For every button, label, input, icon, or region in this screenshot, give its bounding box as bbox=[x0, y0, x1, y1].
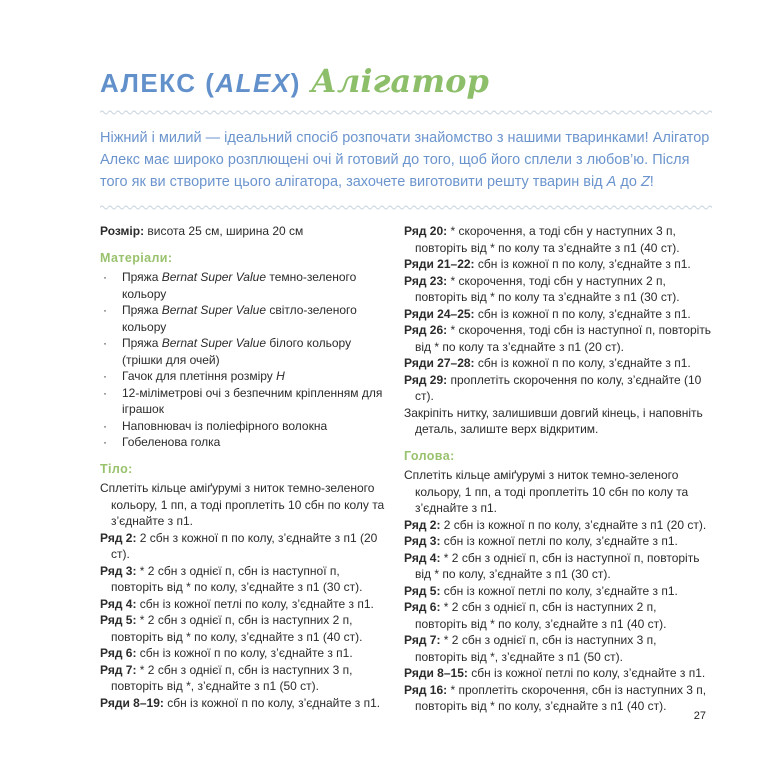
row-label: Ряд 5: bbox=[404, 583, 441, 598]
row-label: Ряд 3: bbox=[404, 534, 441, 548]
instruction-row bbox=[100, 480, 388, 530]
row-label: Ряди 21–22: bbox=[404, 257, 475, 271]
row-label: Ряд 2: bbox=[404, 517, 441, 532]
bullet-marker: · bbox=[103, 336, 107, 350]
instruction-row bbox=[404, 405, 712, 438]
list-item bbox=[100, 335, 388, 368]
row-text: Сплетіть кільце аміґурумі з ниток темно-зеленого кольору, 1 пп, а тоді проплетіть 10 сбн по колу та з’єднайте з п1. bbox=[404, 468, 689, 515]
bullet-marker: · bbox=[103, 303, 107, 317]
list-item bbox=[100, 269, 388, 302]
item-brand: H bbox=[276, 369, 285, 383]
instruction-row bbox=[100, 530, 388, 563]
row-text: сбн із кожної п по колу, з’єднайте з п1. bbox=[136, 646, 353, 660]
item-text: 12-міліметрові очі з безпечним кріпленням для іграшок bbox=[122, 385, 383, 416]
intro-letter-z: Z bbox=[640, 174, 650, 190]
title-paren-close: ) bbox=[290, 68, 301, 98]
instruction-row bbox=[100, 563, 388, 596]
head-section-heading: Голова: bbox=[404, 448, 455, 463]
intro-part1: Ніжний і милий — ідеальний спосіб розпочати знайомство з нашими тваринками! Алігатор Алекс має широко розплющені очі й готовий до того, щоб його сплели з любов’ю. Після того як ви створите цього алігатора, захочете виготовити решту тварин від bbox=[100, 130, 710, 190]
instruction-row bbox=[404, 467, 712, 517]
item-brand: Bernat Super Value bbox=[161, 336, 266, 350]
item-text-post: темно-зеленого кольору bbox=[122, 270, 357, 301]
instruction-row bbox=[404, 355, 712, 372]
row-text: сбн із кожної п по колу, з’єднайте з п1. bbox=[163, 695, 381, 710]
row-text: Сплетіть кільце аміґурумі з ниток темно-зеленого кольору, 1 пп, а тоді проплетіть 10 сбн по колу та з’єднайте з п1. bbox=[100, 481, 385, 528]
row-label: Ряд 6: bbox=[100, 646, 137, 660]
instruction-row bbox=[404, 665, 712, 682]
row-label: Ряд 6: bbox=[404, 600, 441, 614]
row-text: сбн із кожної п по колу, з’єднайте з п1. bbox=[474, 356, 691, 370]
intro-part2: до bbox=[616, 174, 641, 190]
page-content bbox=[100, 62, 712, 715]
item-text-post: світло-зеленого кольору bbox=[122, 303, 357, 334]
row-label: Ряди 8–15: bbox=[404, 666, 468, 680]
row-text: * 2 сбн з однієї п, сбн із наступних 2 п, повторіть від * по колу, з’єднайте з п1 (40 ст). bbox=[415, 600, 667, 631]
row-label: Ряд 2: bbox=[100, 530, 137, 545]
list-item bbox=[100, 368, 388, 385]
bullet-marker: · bbox=[103, 369, 107, 383]
materials-list bbox=[100, 269, 388, 451]
left-column bbox=[100, 223, 388, 715]
row-text: 2 сбн із кожної п по колу, з’єднайте з п1 (20 ст). bbox=[440, 517, 707, 532]
instruction-row bbox=[404, 223, 712, 256]
instruction-row bbox=[404, 322, 712, 355]
instruction-row bbox=[404, 682, 712, 715]
list-item bbox=[100, 434, 388, 451]
right-column bbox=[404, 223, 712, 715]
instruction-row bbox=[100, 612, 388, 645]
row-label: Ряд 4: bbox=[404, 550, 441, 565]
list-item bbox=[100, 418, 388, 435]
instruction-row bbox=[404, 256, 712, 273]
row-label: Ряд 4: bbox=[100, 596, 137, 611]
row-label: Ряд 7: bbox=[100, 662, 137, 677]
bullet-marker: · bbox=[103, 435, 107, 449]
size-label: Розмір: bbox=[100, 224, 145, 238]
instruction-row bbox=[404, 372, 712, 405]
item-text: Гобеленова голка bbox=[122, 435, 221, 449]
title-name: АЛЕКС bbox=[100, 68, 197, 98]
instruction-row bbox=[404, 599, 712, 632]
row-text: сбн із кожної петлі по колу, з’єднайте з п1. bbox=[440, 583, 678, 598]
instruction-row bbox=[100, 662, 388, 695]
materials-heading: Матеріали: bbox=[100, 250, 173, 265]
instruction-row bbox=[404, 517, 712, 534]
row-label: Ряд 20: bbox=[404, 224, 448, 238]
intro-part3: ! bbox=[649, 174, 654, 190]
page-title bbox=[100, 62, 712, 100]
row-text: сбн із кожної петлі по колу, з’єднайте з п1. bbox=[440, 534, 678, 548]
title-latin: ALEX bbox=[215, 68, 291, 98]
intro-letter-a: A bbox=[606, 174, 617, 190]
title-script: Алігатор bbox=[310, 62, 489, 100]
row-label: Ряд 29: bbox=[404, 372, 448, 387]
size-value: висота 25 см, ширина 20 см bbox=[144, 224, 304, 238]
list-item bbox=[100, 385, 388, 418]
row-text: * 2 сбн з однієї п, сбн із наступної п, повторіть від * по колу, з’єднайте з п1 (30 ст). bbox=[415, 550, 700, 581]
row-text: * 2 сбн з однієї п, сбн із наступних 3 п, повторіть від *, з’єднайте з п1 (50 ст). bbox=[415, 633, 657, 664]
title-paren-open: ( bbox=[196, 68, 216, 98]
item-text: Наповнювач із поліефірного волокна bbox=[122, 418, 328, 433]
list-item bbox=[100, 302, 388, 335]
item-text: Пряжа bbox=[122, 336, 162, 350]
instruction-row bbox=[100, 695, 388, 712]
instruction-row bbox=[404, 583, 712, 600]
row-label: Ряд 7: bbox=[404, 633, 441, 647]
item-text: Пряжа bbox=[122, 270, 162, 284]
instruction-row bbox=[404, 533, 712, 550]
body-section-heading: Тіло: bbox=[100, 461, 133, 476]
row-label: Ряди 27–28: bbox=[404, 356, 475, 370]
row-text: * скорочення, тоді сбн із наступної п, повторіть від * по колу та з’єднайте з п1 (20 ст). bbox=[415, 323, 712, 354]
row-label: Ряди 8–19: bbox=[100, 695, 164, 710]
item-text-post: білого кольору (трішки для очей) bbox=[122, 336, 352, 367]
row-text: проплетіть скорочення по колу, з’єднайте (10 ст). bbox=[415, 372, 702, 403]
row-label: Ряд 23: bbox=[404, 273, 448, 288]
page-number: 27 bbox=[693, 710, 706, 722]
item-brand: Bernat Super Value bbox=[161, 303, 266, 317]
item-text: Пряжа bbox=[122, 303, 162, 317]
item-brand: Bernat Super Value bbox=[161, 270, 266, 284]
row-text: * 2 сбн з однієї п, сбн із наступних 3 п, повторіть від *, з’єднайте з п1 (50 ст). bbox=[111, 662, 353, 693]
row-text: сбн із кожної петлі по колу, з’єднайте з п1. bbox=[467, 666, 706, 680]
instruction-row bbox=[404, 632, 712, 665]
row-label: Ряд 5: bbox=[100, 613, 137, 627]
row-text: * 2 сбн з однієї п, сбн із наступної п, повторіть від * по колу, з’єднайте з п1 (30 ст). bbox=[111, 563, 363, 594]
item-text: Гачок для плетіння розміру bbox=[122, 369, 277, 383]
title-main bbox=[100, 68, 301, 98]
row-text: Закріпіть нитку, залишивши довгий кінець, і наповніть деталь, залиште верх відкритим. bbox=[404, 405, 703, 436]
row-text: * скорочення, тоді сбн у наступних 2 п, повторіть від * по колу та з’єднайте з п1 (30 ст). bbox=[415, 273, 680, 304]
instruction-row bbox=[404, 273, 712, 306]
intro-paragraph bbox=[100, 127, 712, 193]
row-label: Ряд 16: bbox=[404, 682, 448, 697]
bullet-marker: · bbox=[103, 270, 107, 284]
row-text: * проплетіть скорочення, сбн із наступних 3 п, повторіть від * по колу, з’єднайте з п1 (40 ст). bbox=[415, 682, 707, 713]
row-text: * скорочення, а тоді сбн у наступних 3 п, повторіть від * по колу та з’єднайте з п1 (40 ст). bbox=[415, 224, 680, 255]
row-text: сбн із кожної петлі по колу, з’єднайте з п1. bbox=[136, 596, 374, 611]
row-text: 2 сбн з кожної п по колу, з’єднайте з п1 (20 ст). bbox=[111, 530, 378, 561]
row-label: Ряд 26: bbox=[404, 323, 448, 337]
size-line bbox=[100, 223, 388, 240]
instruction-row bbox=[404, 306, 712, 323]
instruction-row bbox=[100, 645, 388, 662]
instruction-row bbox=[404, 550, 712, 583]
wavy-divider-top bbox=[100, 108, 712, 115]
bullet-marker: · bbox=[103, 418, 107, 433]
row-text: сбн із кожної п по колу, з’єднайте з п1. bbox=[474, 306, 691, 321]
row-label: Ряд 3: bbox=[100, 563, 137, 578]
bullet-marker: · bbox=[103, 385, 107, 400]
row-text: * 2 сбн з однієї п, сбн із наступних 2 п, повторіть від * по колу, з’єднайте з п1 (40 ст). bbox=[111, 613, 363, 644]
row-text: сбн із кожної п по колу, з’єднайте з п1. bbox=[474, 257, 691, 271]
two-column-layout bbox=[100, 223, 712, 715]
wavy-divider-bottom bbox=[100, 203, 712, 210]
row-label: Ряди 24–25: bbox=[404, 306, 475, 321]
instruction-row bbox=[100, 596, 388, 613]
